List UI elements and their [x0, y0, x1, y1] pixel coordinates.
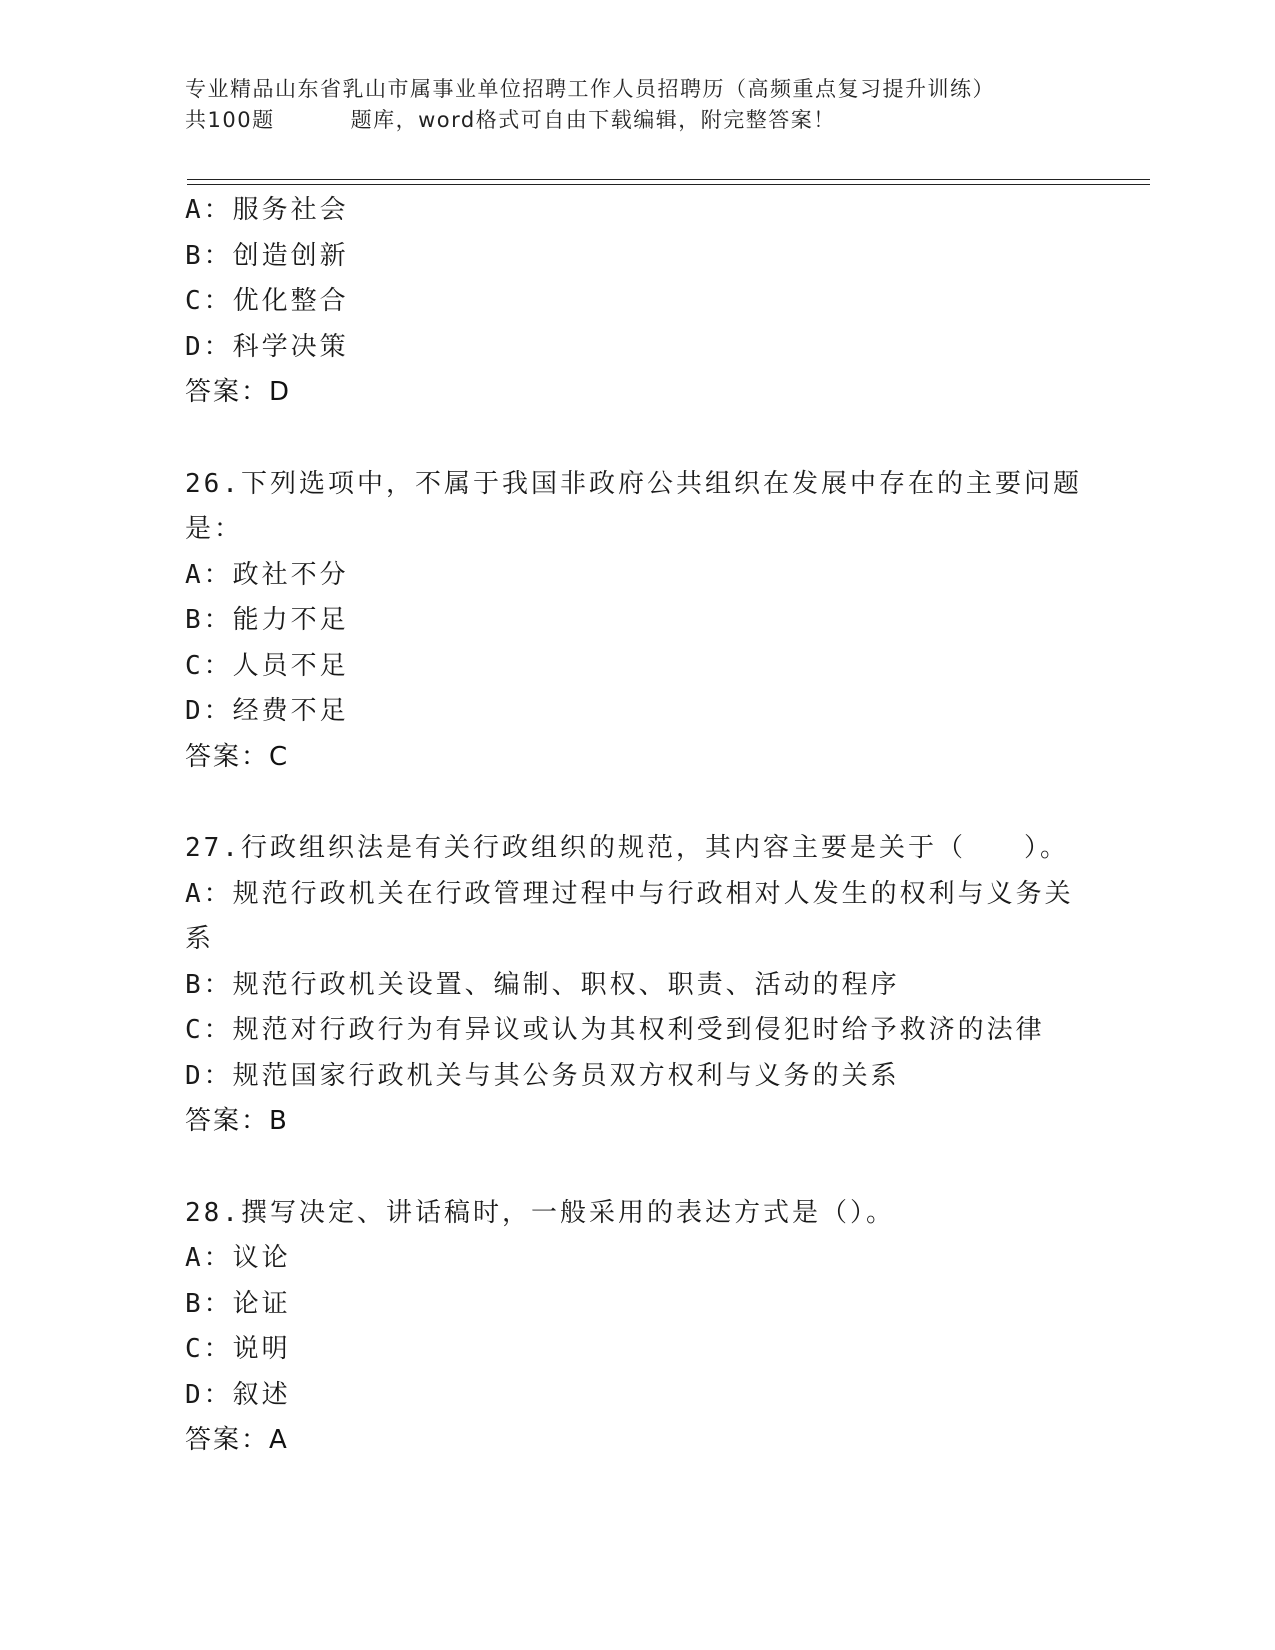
question-25-block: [185, 188, 1085, 416]
option-a: A：规范行政机关在行政管理过程中与行政相对人发生的权利与义务关: [185, 878, 1074, 909]
option-a: A：议论: [185, 1243, 291, 1273]
option-d: D：叙述: [185, 1379, 291, 1410]
option-d: D：科学决策: [185, 331, 349, 362]
option-b: B：论证: [185, 1288, 291, 1319]
question-text: 27.行政组织法是有关行政组织的规范，其内容主要是关于（ ）。: [185, 833, 1069, 863]
header-description: 题库，word格式可自由下载编辑，附完整答案！: [350, 108, 836, 132]
answer-line: 答案：D: [185, 377, 292, 407]
header-title-line1: 专业精品山东省乳山市属事业单位招聘工作人员招聘历（高频重点复习提升训练）: [185, 77, 995, 101]
option-a: A：服务社会: [185, 195, 349, 225]
answer-line: 答案：B: [185, 1106, 289, 1136]
question-26-block: [185, 462, 1085, 781]
option-b: B：创造创新: [185, 240, 349, 271]
question-27-block: [185, 826, 1085, 1145]
option-d: D：规范国家行政机关与其公务员双方权利与义务的关系: [185, 1060, 900, 1091]
question-text: 28.撰写决定、讲话稿时，一般采用的表达方式是（）。: [185, 1197, 895, 1228]
option-d: D：经费不足: [185, 696, 349, 726]
question-28-block: [185, 1191, 1085, 1464]
header-divider-top: [187, 179, 1150, 180]
option-b: B：规范行政机关设置、编制、职权、职责、活动的程序: [185, 969, 900, 1000]
header-divider-bottom: [187, 184, 1150, 185]
option-a: A：政社不分: [185, 559, 349, 590]
option-c: C：人员不足: [185, 650, 349, 681]
option-c: C：规范对行政行为有异议或认为其权利受到侵犯时给予救济的法律: [185, 1015, 1045, 1045]
document-body: [185, 188, 1085, 1464]
option-c: C：优化整合: [185, 286, 349, 316]
question-text: 26.下列选项中，不属于我国非政府公共组织在发展中存在的主要问题: [185, 468, 1082, 499]
answer-line: 答案：C: [185, 741, 290, 772]
question-text-continued: 是：: [185, 514, 244, 544]
option-a-continued: 系: [185, 924, 215, 954]
answer-line: 答案：A: [185, 1425, 289, 1455]
header-question-count: 共100题: [185, 108, 275, 132]
header-title-line2: [185, 105, 1085, 136]
option-c: C：说明: [185, 1334, 291, 1364]
option-b: B：能力不足: [185, 605, 349, 635]
document-header: [185, 74, 1085, 136]
